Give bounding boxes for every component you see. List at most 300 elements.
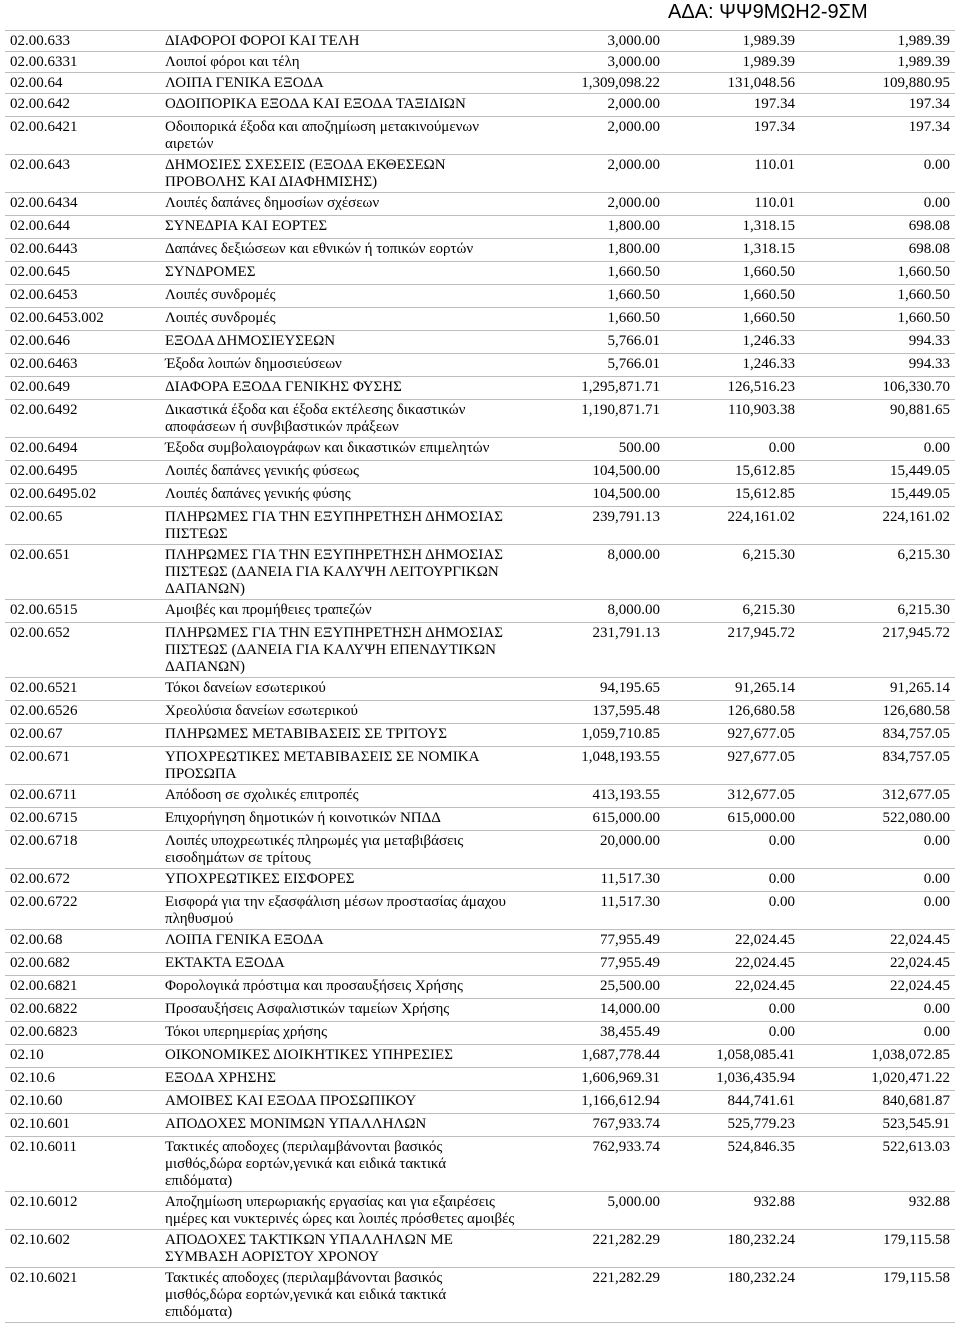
amount-3: 179,115.58 [800,1268,955,1323]
description-line: ΠΛΗΡΩΜΕΣ ΓΙΑ ΤΗΝ ΕΞΥΠΗΡΕΤΗΣΗ ΔΗΜΟΣΙΑΣ [165,625,503,641]
amount-3: 698.08 [800,216,955,239]
amount-1: 762,933.74 [537,1137,665,1192]
table-row [5,869,955,892]
amount-2: 126,516.23 [665,377,800,400]
amount-1: 5,766.01 [537,354,665,377]
account-code: 02.00.6823 [5,1022,160,1045]
description-line: ΥΠΟΧΡΕΩΤΙΚΕΣ ΜΕΤΑΒΙΒΑΣΕΙΣ ΣΕ ΝΟΜΙΚΑ [165,749,480,765]
table-row [5,1268,955,1323]
account-description [160,831,537,869]
account-code: 02.00.6492 [5,400,160,438]
description-line: Δικαστικά έξοδα και έξοδα εκτέλεσης δικαστικών [165,402,466,418]
account-description [160,785,537,808]
amount-1: 1,660.50 [537,308,665,331]
description-line: Χρεολύσια δανείων εσωτερικού [165,703,358,719]
amount-1: 38,455.49 [537,1022,665,1045]
account-code: 02.00.6443 [5,239,160,262]
description-line: Εισφορά για την εξασφάλιση μέσων προστασίας άμαχου [165,894,506,910]
table-row [5,31,955,52]
table-row [5,545,955,600]
amount-1: 767,933.74 [537,1114,665,1137]
description-line: Τόκοι υπερημερίας χρήσης [165,1024,328,1040]
amount-3: 834,757.05 [800,747,955,785]
amount-2: 1,660.50 [665,262,800,285]
description-line: Προσαυξήσεις Ασφαλιστικών ταμείων Χρήσης [165,1001,450,1017]
table-row [5,400,955,438]
amount-3: 109,880.95 [800,73,955,94]
table-row [5,507,955,545]
account-description [160,94,537,117]
description-line: Αποζημίωση υπερωριακής εργασίας και για εξαιρέσεις [165,1194,495,1210]
description-line: ΛΟΙΠΑ ΓΕΝΙΚΑ ΕΞΟΔΑ [165,932,324,948]
description-line: Φορολογικά πρόστιμα και προσαυξήσεις Χρήσης [165,978,463,994]
account-code: 02.10 [5,1045,160,1068]
table-row [5,239,955,262]
amount-1: 1,166,612.94 [537,1091,665,1114]
account-description [160,747,537,785]
account-description [160,930,537,953]
description-line: μισθός,δώρα εορτών,γενικά και ειδικά τακτικά [165,1156,447,1172]
account-description [160,438,537,461]
amount-3: 1,989.39 [800,31,955,52]
amount-1: 500.00 [537,438,665,461]
amount-3: 1,660.50 [800,262,955,285]
table-row [5,701,955,724]
amount-1: 137,595.48 [537,701,665,724]
table-row [5,331,955,354]
amount-1: 1,606,969.31 [537,1068,665,1091]
account-code: 02.00.6715 [5,808,160,831]
description-line: Λοιποί φόροι και τέλη [165,54,300,70]
amount-1: 14,000.00 [537,999,665,1022]
amount-2: 22,024.45 [665,953,800,976]
amount-3: 91,265.14 [800,678,955,701]
table-row [5,193,955,216]
description-line: ΠΡΟΣΩΠΑ [165,766,237,782]
account-description [160,377,537,400]
amount-3: 1,660.50 [800,285,955,308]
table-row [5,285,955,308]
description-line: Τόκοι δανείων εσωτερικού [165,680,326,696]
account-code: 02.00.649 [5,377,160,400]
table-row [5,976,955,999]
description-line: πληθυσμού [165,911,234,927]
amount-2: 1,058,085.41 [665,1045,800,1068]
account-code: 02.00.672 [5,869,160,892]
amount-3: 106,330.70 [800,377,955,400]
description-line: ΛΟΙΠΑ ΓΕΝΙΚΑ ΕΞΟΔΑ [165,75,324,91]
description-line: ΟΙΚΟΝΟΜΙΚΕΣ ΔΙΟΙΚΗΤΙΚΕΣ ΥΠΗΡΕΣΙΕΣ [165,1047,453,1063]
amount-3: 0.00 [800,831,955,869]
amount-1: 2,000.00 [537,193,665,216]
amount-2: 312,677.05 [665,785,800,808]
description-line: Τακτικές αποδοχες (περιλαμβάνονται βασικός [165,1139,443,1155]
table-row [5,953,955,976]
table-row [5,600,955,623]
description-line: ΔΙΑΦΟΡΑ ΕΞΟΔΑ ΓΕΝΙΚΗΣ ΦΥΣΗΣ [165,379,402,395]
amount-1: 8,000.00 [537,600,665,623]
account-description [160,1045,537,1068]
table-row [5,1192,955,1230]
account-code: 02.00.64 [5,73,160,94]
amount-2: 927,677.05 [665,724,800,747]
account-description [160,52,537,73]
account-description [160,892,537,930]
amount-2: 91,265.14 [665,678,800,701]
account-code: 02.00.645 [5,262,160,285]
description-line: ΕΚΤΑΚΤΑ ΕΞΟΔΑ [165,955,285,971]
table-row [5,678,955,701]
description-line: Τακτικές αποδοχες (περιλαμβάνονται βασικός [165,1270,443,1286]
description-line: Λοιπές δαπάνες γενικής φύσης [165,486,351,502]
account-code: 02.00.651 [5,545,160,600]
description-line: ΠΙΣΤΕΩΣ (ΔΑΝΕΙΑ ΓΙΑ ΚΑΛΥΨΗ ΕΠΕΝΔΥΤΙΚΩΝ [165,642,496,658]
table-row [5,216,955,239]
amount-3: 522,080.00 [800,808,955,831]
amount-1: 104,500.00 [537,461,665,484]
account-description [160,1022,537,1045]
amount-2: 15,612.85 [665,484,800,507]
description-line: ΣΥΜΒΑΣΗ ΑΟΡΙΣΤΟΥ ΧΡΟΝΟΥ [165,1249,380,1265]
account-description [160,354,537,377]
amount-3: 0.00 [800,438,955,461]
table-row [5,52,955,73]
amount-2: 0.00 [665,869,800,892]
amount-2: 1,318.15 [665,239,800,262]
table-row [5,308,955,331]
description-line: ΑΜΟΙΒΕΣ ΚΑΙ ΕΞΟΔΑ ΠΡΟΣΩΠΙΚΟΥ [165,1093,417,1109]
amount-2: 1,036,435.94 [665,1068,800,1091]
amount-1: 11,517.30 [537,892,665,930]
amount-2: 6,215.30 [665,545,800,600]
amount-2: 1,660.50 [665,285,800,308]
amount-2: 15,612.85 [665,461,800,484]
account-description [160,1230,537,1268]
account-description [160,1137,537,1192]
description-line: ΟΔΟΙΠΟΡΙΚΑ ΕΞΟΔΑ ΚΑΙ ΕΞΟΔΑ ΤΑΞΙΔΙΩΝ [165,96,466,112]
amount-3: 312,677.05 [800,785,955,808]
amount-2: 1,318.15 [665,216,800,239]
account-description [160,545,537,600]
account-description [160,953,537,976]
description-line: Έξοδα συμβολαιογράφων και δικαστικών επιμελητών [165,440,490,456]
account-description [160,1192,537,1230]
table-row [5,1068,955,1091]
account-description [160,117,537,155]
description-line: ΠΙΣΤΕΩΣ (ΔΑΝΕΙΑ ΓΙΑ ΚΑΛΥΨΗ ΛΕΙΤΟΥΡΓΙΚΩΝ [165,564,499,580]
amount-2: 22,024.45 [665,930,800,953]
description-line: ΑΠΟΔΟΧΕΣ ΜΟΝΙΜΩΝ ΥΠΑΛΛΗΛΩΝ [165,1116,427,1132]
amount-3: 0.00 [800,869,955,892]
table-row [5,724,955,747]
table-row [5,1137,955,1192]
description-line: ΠΛΗΡΩΜΕΣ ΓΙΑ ΤΗΝ ΕΞΥΠΗΡΕΤΗΣΗ ΔΗΜΟΣΙΑΣ [165,509,503,525]
account-code: 02.10.602 [5,1230,160,1268]
description-line: Αμοιβές και προμήθειες τραπεζών [165,602,372,618]
amount-2: 927,677.05 [665,747,800,785]
account-code: 02.00.6718 [5,831,160,869]
amount-2: 615,000.00 [665,808,800,831]
amount-1: 1,309,098.22 [537,73,665,94]
amount-1: 3,000.00 [537,31,665,52]
description-line: ημέρες και νυκτερινές ώρες και λοιπές πρόσθετες αμοιβές [165,1211,515,1227]
account-description [160,869,537,892]
amount-2: 197.34 [665,94,800,117]
description-line: Λοιπές συνδρομές [165,310,276,326]
account-description [160,31,537,52]
account-code: 02.00.6453 [5,285,160,308]
account-description [160,73,537,94]
amount-3: 197.34 [800,117,955,155]
account-code: 02.00.646 [5,331,160,354]
amount-1: 1,295,871.71 [537,377,665,400]
account-code: 02.00.6521 [5,678,160,701]
account-code: 02.00.682 [5,953,160,976]
amount-3: 217,945.72 [800,623,955,678]
amount-3: 698.08 [800,239,955,262]
table-row [5,377,955,400]
account-description [160,193,537,216]
account-description [160,1068,537,1091]
amount-3: 197.34 [800,94,955,117]
amount-1: 1,059,710.85 [537,724,665,747]
amount-1: 221,282.29 [537,1268,665,1323]
account-description [160,331,537,354]
account-code: 02.00.6821 [5,976,160,999]
amount-3: 0.00 [800,1022,955,1045]
account-code: 02.10.6012 [5,1192,160,1230]
account-description [160,701,537,724]
amount-1: 1,800.00 [537,239,665,262]
amount-1: 77,955.49 [537,953,665,976]
amount-2: 22,024.45 [665,976,800,999]
amount-1: 1,800.00 [537,216,665,239]
description-line: ΠΛΗΡΩΜΕΣ ΜΕΤΑΒΙΒΑΣΕΙΣ ΣΕ ΤΡΙΤΟΥΣ [165,726,447,742]
description-line: ΠΡΟΒΟΛΗΣ ΚΑΙ ΔΙΑΦΗΜΙΣΗΣ) [165,174,378,190]
amount-2: 224,161.02 [665,507,800,545]
amount-2: 0.00 [665,892,800,930]
description-line: μισθός,δώρα εορτών,γενικά και ειδικά τακτικά [165,1287,447,1303]
amount-2: 180,232.24 [665,1230,800,1268]
account-description [160,1091,537,1114]
table-row [5,930,955,953]
account-code: 02.00.6494 [5,438,160,461]
description-line: ΠΙΣΤΕΩΣ [165,526,228,542]
account-code: 02.00.65 [5,507,160,545]
amount-1: 413,193.55 [537,785,665,808]
amount-3: 834,757.05 [800,724,955,747]
amount-2: 217,945.72 [665,623,800,678]
amount-2: 1,246.33 [665,354,800,377]
amount-3: 90,881.65 [800,400,955,438]
table-row [5,892,955,930]
description-line: ΔΑΠΑΝΩΝ) [165,581,245,597]
table-row [5,438,955,461]
description-line: Λοιπές δαπάνες γενικής φύσεως [165,463,359,479]
table-row [5,262,955,285]
amount-2: 180,232.24 [665,1268,800,1323]
amount-3: 1,660.50 [800,308,955,331]
account-code: 02.10.601 [5,1114,160,1137]
amount-3: 224,161.02 [800,507,955,545]
amount-2: 1,246.33 [665,331,800,354]
table-row [5,1114,955,1137]
account-description [160,285,537,308]
account-description [160,724,537,747]
budget-table [5,30,955,1323]
description-line: ΥΠΟΧΡΕΩΤΙΚΕΣ ΕΙΣΦΟΡΕΣ [165,871,355,887]
account-code: 02.10.60 [5,1091,160,1114]
description-line: αιρετών [165,136,214,152]
account-description [160,400,537,438]
amount-1: 77,955.49 [537,930,665,953]
amount-3: 1,989.39 [800,52,955,73]
amount-3: 994.33 [800,331,955,354]
amount-3: 22,024.45 [800,953,955,976]
amount-1: 1,660.50 [537,262,665,285]
amount-1: 1,048,193.55 [537,747,665,785]
amount-2: 525,779.23 [665,1114,800,1137]
amount-2: 0.00 [665,999,800,1022]
amount-3: 0.00 [800,155,955,193]
account-description [160,461,537,484]
amount-2: 844,741.61 [665,1091,800,1114]
description-line: ΠΛΗΡΩΜΕΣ ΓΙΑ ΤΗΝ ΕΞΥΠΗΡΕΤΗΣΗ ΔΗΜΟΣΙΑΣ [165,547,503,563]
account-code: 02.00.6495 [5,461,160,484]
amount-3: 179,115.58 [800,1230,955,1268]
amount-3: 932.88 [800,1192,955,1230]
description-line: ΣΥΝΕΔΡΙΑ ΚΑΙ ΕΟΡΤΕΣ [165,218,328,234]
account-description [160,1268,537,1323]
amount-2: 110,903.38 [665,400,800,438]
description-line: ΣΥΝΔΡΟΜΕΣ [165,264,256,280]
description-line: ΔΑΠΑΝΩΝ) [165,659,245,675]
description-line: Απόδοση σε σχολικές επιτροπές [165,787,359,803]
description-line: Λοιπές δαπάνες δημοσίων σχέσεων [165,195,380,211]
amount-1: 231,791.13 [537,623,665,678]
description-line: ΕΞΟΔΑ ΧΡΗΣΗΣ [165,1070,276,1086]
amount-3: 22,024.45 [800,930,955,953]
amount-2: 1,660.50 [665,308,800,331]
table-row [5,73,955,94]
description-line: ΔΗΜΟΣΙΕΣ ΣΧΕΣΕΙΣ (ΕΞΟΔΑ ΕΚΘΕΣΕΩΝ [165,157,446,173]
description-line: Λοιπές υποχρεωτικές πληρωμές για μεταβιβάσεις [165,833,464,849]
table-row [5,1045,955,1068]
amount-1: 2,000.00 [537,117,665,155]
amount-1: 11,517.30 [537,869,665,892]
amount-1: 104,500.00 [537,484,665,507]
description-line: ΑΠΟΔΟΧΕΣ ΤΑΚΤΙΚΩΝ ΥΠΑΛΛΗΛΩΝ ΜΕ [165,1232,453,1248]
description-line: Έξοδα λοιπών δημοσιεύσεων [165,356,342,372]
account-code: 02.00.68 [5,930,160,953]
amount-2: 131,048.56 [665,73,800,94]
table-row [5,808,955,831]
amount-3: 15,449.05 [800,461,955,484]
account-code: 02.00.6495.02 [5,484,160,507]
amount-2: 524,846.35 [665,1137,800,1192]
amount-3: 0.00 [800,193,955,216]
amount-3: 523,545.91 [800,1114,955,1137]
account-code: 02.00.671 [5,747,160,785]
table-row [5,155,955,193]
account-description [160,976,537,999]
account-code: 02.00.6434 [5,193,160,216]
account-description [160,1114,537,1137]
amount-3: 6,215.30 [800,600,955,623]
account-description [160,216,537,239]
description-line: ΕΞΟΔΑ ΔΗΜΟΣΙΕΥΣΕΩΝ [165,333,336,349]
amount-1: 94,195.65 [537,678,665,701]
account-description [160,623,537,678]
description-line: Λοιπές συνδρομές [165,287,276,303]
table-row [5,623,955,678]
amount-1: 1,687,778.44 [537,1045,665,1068]
amount-3: 994.33 [800,354,955,377]
description-line: Οδοιπορικά έξοδα και αποζημίωση μετακινούμενων [165,119,480,135]
account-code: 02.00.643 [5,155,160,193]
account-description [160,507,537,545]
amount-1: 615,000.00 [537,808,665,831]
amount-1: 2,000.00 [537,155,665,193]
amount-3: 6,215.30 [800,545,955,600]
table-row [5,117,955,155]
account-code: 02.00.644 [5,216,160,239]
account-description [160,239,537,262]
amount-2: 932.88 [665,1192,800,1230]
account-code: 02.00.652 [5,623,160,678]
ada-identifier: ΑΔΑ: ΨΨ9ΜΩΗ2-9ΣΜ [668,1,868,23]
account-code: 02.00.6463 [5,354,160,377]
amount-1: 239,791.13 [537,507,665,545]
amount-3: 1,038,072.85 [800,1045,955,1068]
account-description [160,308,537,331]
amount-1: 5,766.01 [537,331,665,354]
account-description [160,808,537,831]
amount-2: 126,680.58 [665,701,800,724]
account-code: 02.00.6711 [5,785,160,808]
description-line: εισοδημάτων σε τρίτους [165,850,311,866]
account-description [160,678,537,701]
amount-2: 110.01 [665,155,800,193]
amount-1: 1,660.50 [537,285,665,308]
amount-2: 1,989.39 [665,52,800,73]
account-description [160,999,537,1022]
amount-1: 2,000.00 [537,94,665,117]
description-line: αποφάσεων ή συνβιβαστικών πράξεων [165,419,399,435]
table-row [5,1230,955,1268]
amount-3: 840,681.87 [800,1091,955,1114]
account-code: 02.10.6021 [5,1268,160,1323]
account-code: 02.00.633 [5,31,160,52]
amount-2: 1,989.39 [665,31,800,52]
amount-3: 1,020,471.22 [800,1068,955,1091]
amount-3: 126,680.58 [800,701,955,724]
amount-1: 5,000.00 [537,1192,665,1230]
amount-1: 25,500.00 [537,976,665,999]
table-row [5,1022,955,1045]
amount-2: 0.00 [665,438,800,461]
account-code: 02.00.67 [5,724,160,747]
account-code: 02.00.6421 [5,117,160,155]
account-code: 02.10.6 [5,1068,160,1091]
table-row [5,1091,955,1114]
amount-1: 221,282.29 [537,1230,665,1268]
table-row [5,484,955,507]
table-row [5,831,955,869]
account-description [160,262,537,285]
amount-2: 110.01 [665,193,800,216]
account-code: 02.00.6331 [5,52,160,73]
